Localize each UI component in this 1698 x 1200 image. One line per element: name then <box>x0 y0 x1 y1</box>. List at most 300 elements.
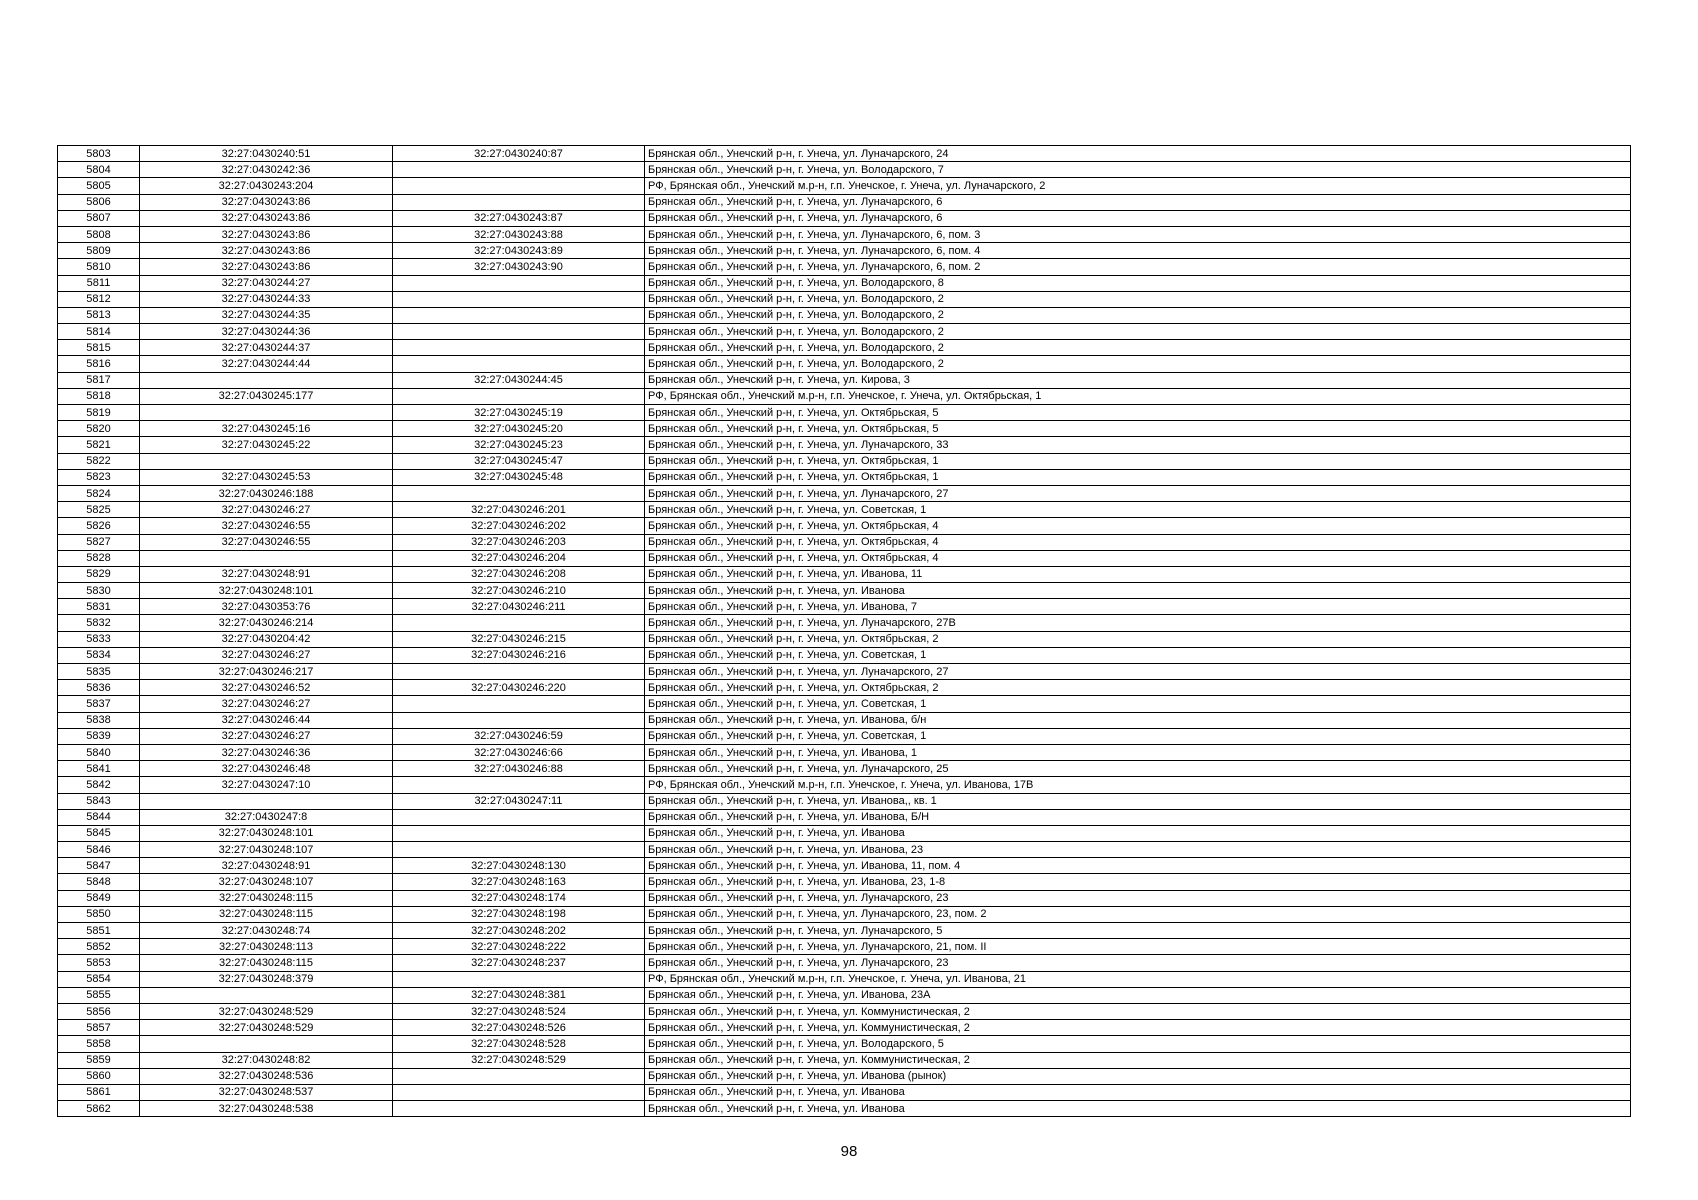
row-number-cell: 5816 <box>58 356 140 372</box>
object-number-cell: 32:27:0430246:203 <box>393 534 645 550</box>
object-number-cell: 32:27:0430246:210 <box>393 583 645 599</box>
table-row <box>58 599 1631 615</box>
table-row <box>58 923 1631 939</box>
address-cell: Брянская обл., Унечский р-н, г. Унеча, ул. Луначарского, 6 <box>645 194 1631 210</box>
row-number-cell: 5830 <box>58 583 140 599</box>
object-number-cell: 32:27:0430248:237 <box>393 955 645 971</box>
table-row <box>58 550 1631 566</box>
object-number-cell: 32:27:0430246:202 <box>393 518 645 534</box>
address-cell: Брянская обл., Унечский р-н, г. Унеча, ул. Советская, 1 <box>645 647 1631 663</box>
cadastral-number-cell <box>140 1036 393 1052</box>
object-number-cell <box>393 275 645 291</box>
address-cell: Брянская обл., Унечский р-н, г. Унеча, ул. Луначарского, 27В <box>645 615 1631 631</box>
address-cell: Брянская обл., Унечский р-н, г. Унеча, ул. Советская, 1 <box>645 696 1631 712</box>
address-cell: Брянская обл., Унечский р-н, г. Унеча, ул. Октябрьская, 1 <box>645 453 1631 469</box>
row-number-cell: 5810 <box>58 259 140 275</box>
address-cell: Брянская обл., Унечский р-н, г. Унеча, ул. Володарского, 2 <box>645 356 1631 372</box>
address-cell: Брянская обл., Унечский р-н, г. Унеча, ул. Луначарского, 23, пом. 2 <box>645 906 1631 922</box>
address-cell: Брянская обл., Унечский р-н, г. Унеча, ул. Володарского, 8 <box>645 275 1631 291</box>
row-number-cell: 5825 <box>58 502 140 518</box>
cadastral-number-cell: 32:27:0430244:36 <box>140 324 393 340</box>
cadastral-number-cell <box>140 793 393 809</box>
table-row <box>58 664 1631 680</box>
object-number-cell <box>393 162 645 178</box>
cadastral-number-cell: 32:27:0430248:115 <box>140 955 393 971</box>
table-row <box>58 405 1631 421</box>
table-row <box>58 226 1631 242</box>
address-cell: Брянская обл., Унечский р-н, г. Унеча, ул. Луначарского, 21, пом. II <box>645 939 1631 955</box>
cadastral-number-cell: 32:27:0430246:55 <box>140 534 393 550</box>
address-cell: Брянская обл., Унечский р-н, г. Унеча, ул. Октябрьская, 5 <box>645 421 1631 437</box>
cadastral-number-cell: 32:27:0430248:538 <box>140 1101 393 1117</box>
row-number-cell: 5805 <box>58 178 140 194</box>
cadastral-number-cell: 32:27:0430246:52 <box>140 680 393 696</box>
address-cell: Брянская обл., Унечский р-н, г. Унеча, ул. Иванова, 23, 1-8 <box>645 874 1631 890</box>
cadastral-number-cell: 32:27:0430248:91 <box>140 858 393 874</box>
address-cell: Брянская обл., Унечский р-н, г. Унеча, ул. Иванова, Б/Н <box>645 809 1631 825</box>
object-number-cell: 32:27:0430243:88 <box>393 226 645 242</box>
address-cell: Брянская обл., Унечский р-н, г. Унеча, ул. Октябрьская, 1 <box>645 469 1631 485</box>
object-number-cell: 32:27:0430246:220 <box>393 680 645 696</box>
table-row <box>58 243 1631 259</box>
address-cell: Брянская обл., Унечский р-н, г. Унеча, ул. Володарского, 7 <box>645 162 1631 178</box>
row-number-cell: 5823 <box>58 469 140 485</box>
table-row <box>58 210 1631 226</box>
address-cell: Брянская обл., Унечский р-н, г. Унеча, ул. Октябрьская, 5 <box>645 405 1631 421</box>
object-number-cell: 32:27:0430248:174 <box>393 890 645 906</box>
object-number-cell: 32:27:0430245:19 <box>393 405 645 421</box>
row-number-cell: 5826 <box>58 518 140 534</box>
row-number-cell: 5840 <box>58 744 140 760</box>
row-number-cell: 5827 <box>58 534 140 550</box>
table-row <box>58 696 1631 712</box>
cadastral-number-cell: 32:27:0430248:101 <box>140 583 393 599</box>
table-row <box>58 987 1631 1003</box>
address-cell: Брянская обл., Унечский р-н, г. Унеча, ул. Луначарского, 5 <box>645 923 1631 939</box>
object-number-cell <box>393 291 645 307</box>
cadastral-number-cell: 32:27:0430248:82 <box>140 1052 393 1068</box>
row-number-cell: 5861 <box>58 1084 140 1100</box>
cadastral-number-cell: 32:27:0430248:537 <box>140 1084 393 1100</box>
object-number-cell: 32:27:0430246:211 <box>393 599 645 615</box>
table-body <box>58 146 1631 1117</box>
address-cell: Брянская обл., Унечский р-н, г. Унеча, ул. Октябрьская, 2 <box>645 631 1631 647</box>
cadastral-number-cell: 32:27:0430245:22 <box>140 437 393 453</box>
table-row <box>58 906 1631 922</box>
cadastral-number-cell: 32:27:0430246:217 <box>140 664 393 680</box>
object-number-cell: 32:27:0430248:202 <box>393 923 645 939</box>
row-number-cell: 5847 <box>58 858 140 874</box>
row-number-cell: 5857 <box>58 1020 140 1036</box>
object-number-cell: 32:27:0430245:47 <box>393 453 645 469</box>
object-number-cell: 32:27:0430246:59 <box>393 728 645 744</box>
object-number-cell: 32:27:0430246:88 <box>393 761 645 777</box>
object-number-cell <box>393 194 645 210</box>
address-cell: Брянская обл., Унечский р-н, г. Унеча, ул. Луначарского, 27 <box>645 485 1631 501</box>
row-number-cell: 5818 <box>58 388 140 404</box>
address-cell: Брянская обл., Унечский р-н, г. Унеча, ул. Луначарского, 27 <box>645 664 1631 680</box>
row-number-cell: 5836 <box>58 680 140 696</box>
cadastral-number-cell: 32:27:0430246:48 <box>140 761 393 777</box>
object-number-cell <box>393 485 645 501</box>
table-row <box>58 340 1631 356</box>
row-number-cell: 5860 <box>58 1068 140 1084</box>
row-number-cell: 5862 <box>58 1101 140 1117</box>
table-row <box>58 1020 1631 1036</box>
table-row <box>58 469 1631 485</box>
address-cell: Брянская обл., Унечский р-н, г. Унеча, ул. Коммунистическая, 2 <box>645 1052 1631 1068</box>
cadastral-number-cell: 32:27:0430246:27 <box>140 728 393 744</box>
address-cell: Брянская обл., Унечский р-н, г. Унеча, ул. Октябрьская, 4 <box>645 518 1631 534</box>
cadastral-number-cell: 32:27:0430246:188 <box>140 485 393 501</box>
address-cell: Брянская обл., Унечский р-н, г. Унеча, ул. Иванова, 23А <box>645 987 1631 1003</box>
cadastral-number-cell: 32:27:0430244:44 <box>140 356 393 372</box>
cadastral-number-cell: 32:27:0430246:214 <box>140 615 393 631</box>
cadastral-number-cell: 32:27:0430244:37 <box>140 340 393 356</box>
object-number-cell <box>393 1101 645 1117</box>
address-cell: Брянская обл., Унечский р-н, г. Унеча, ул. Иванова,, кв. 1 <box>645 793 1631 809</box>
object-number-cell <box>393 664 645 680</box>
object-number-cell: 32:27:0430246:215 <box>393 631 645 647</box>
address-cell: Брянская обл., Унечский р-н, г. Унеча, ул. Иванова <box>645 583 1631 599</box>
object-number-cell: 32:27:0430246:204 <box>393 550 645 566</box>
row-number-cell: 5813 <box>58 307 140 323</box>
cadastral-number-cell: 32:27:0430248:536 <box>140 1068 393 1084</box>
object-number-cell: 32:27:0430243:89 <box>393 243 645 259</box>
address-cell: Брянская обл., Унечский р-н, г. Унеча, ул. Иванова, 23 <box>645 842 1631 858</box>
cadastral-number-cell: 32:27:0430245:16 <box>140 421 393 437</box>
cadastral-number-cell: 32:27:0430244:35 <box>140 307 393 323</box>
address-cell: Брянская обл., Унечский р-н, г. Унеча, ул. Луначарского, 24 <box>645 146 1631 162</box>
address-cell: Брянская обл., Унечский р-н, г. Унеча, ул. Иванова, 11, пом. 4 <box>645 858 1631 874</box>
row-number-cell: 5812 <box>58 291 140 307</box>
row-number-cell: 5842 <box>58 777 140 793</box>
object-number-cell <box>393 356 645 372</box>
object-number-cell: 32:27:0430243:90 <box>393 259 645 275</box>
object-number-cell <box>393 340 645 356</box>
table-row <box>58 777 1631 793</box>
table-row <box>58 1101 1631 1117</box>
table-row <box>58 1052 1631 1068</box>
object-number-cell: 32:27:0430240:87 <box>393 146 645 162</box>
cadastral-number-cell: 32:27:0430204:42 <box>140 631 393 647</box>
row-number-cell: 5831 <box>58 599 140 615</box>
page-number: 98 <box>840 1143 858 1160</box>
address-cell: Брянская обл., Унечский р-н, г. Унеча, ул. Луначарского, 6, пом. 4 <box>645 243 1631 259</box>
row-number-cell: 5819 <box>58 405 140 421</box>
object-number-cell: 32:27:0430248:198 <box>393 906 645 922</box>
object-number-cell: 32:27:0430246:66 <box>393 744 645 760</box>
cadastral-number-cell: 32:27:0430248:74 <box>140 923 393 939</box>
address-cell: Брянская обл., Унечский р-н, г. Унеча, ул. Луначарского, 23 <box>645 955 1631 971</box>
row-number-cell: 5828 <box>58 550 140 566</box>
object-number-cell <box>393 777 645 793</box>
object-number-cell: 32:27:0430246:216 <box>393 647 645 663</box>
cadastral-number-cell <box>140 987 393 1003</box>
address-cell: Брянская обл., Унечский р-н, г. Унеча, ул. Иванова, 11 <box>645 566 1631 582</box>
address-cell: Брянская обл., Унечский р-н, г. Унеча, ул. Луначарского, 6, пом. 2 <box>645 259 1631 275</box>
object-number-cell: 32:27:0430244:45 <box>393 372 645 388</box>
table-row <box>58 793 1631 809</box>
object-number-cell: 32:27:0430246:201 <box>393 502 645 518</box>
object-number-cell: 32:27:0430248:163 <box>393 874 645 890</box>
table-row <box>58 615 1631 631</box>
object-number-cell: 32:27:0430248:524 <box>393 1003 645 1019</box>
object-number-cell <box>393 971 645 987</box>
row-number-cell: 5803 <box>58 146 140 162</box>
address-cell: Брянская обл., Унечский р-н, г. Унеча, ул. Октябрьская, 2 <box>645 680 1631 696</box>
address-cell: Брянская обл., Унечский р-н, г. Унеча, ул. Иванова (рынок) <box>645 1068 1631 1084</box>
cadastral-number-cell: 32:27:0430246:55 <box>140 518 393 534</box>
table-row <box>58 858 1631 874</box>
cadastral-number-cell: 32:27:0430244:27 <box>140 275 393 291</box>
row-number-cell: 5815 <box>58 340 140 356</box>
address-cell: Брянская обл., Унечский р-н, г. Унеча, ул. Октябрьская, 4 <box>645 534 1631 550</box>
table-row <box>58 1036 1631 1052</box>
table-row <box>58 939 1631 955</box>
address-cell: Брянская обл., Унечский р-н, г. Унеча, ул. Коммунистическая, 2 <box>645 1020 1631 1036</box>
cadastral-number-cell: 32:27:0430248:107 <box>140 842 393 858</box>
object-number-cell <box>393 809 645 825</box>
cadastral-number-cell <box>140 405 393 421</box>
object-number-cell: 32:27:0430248:381 <box>393 987 645 1003</box>
row-number-cell: 5820 <box>58 421 140 437</box>
cadastral-number-cell: 32:27:0430248:91 <box>140 566 393 582</box>
cadastral-number-cell: 32:27:0430248:115 <box>140 890 393 906</box>
table-row <box>58 1084 1631 1100</box>
row-number-cell: 5833 <box>58 631 140 647</box>
object-number-cell: 32:27:0430245:23 <box>393 437 645 453</box>
table-row <box>58 178 1631 194</box>
row-number-cell: 5835 <box>58 664 140 680</box>
address-cell: Брянская обл., Унечский р-н, г. Унеча, ул. Луначарского, 6, пом. 3 <box>645 226 1631 242</box>
address-cell: Брянская обл., Унечский р-н, г. Унеча, ул. Иванова <box>645 1084 1631 1100</box>
cadastral-number-cell: 32:27:0430242:36 <box>140 162 393 178</box>
row-number-cell: 5848 <box>58 874 140 890</box>
address-cell: РФ, Брянская обл., Унечский м.р-н, г.п. Унечское, г. Унеча, ул. Иванова, 17В <box>645 777 1631 793</box>
table-row <box>58 842 1631 858</box>
table-row <box>58 583 1631 599</box>
table-row <box>58 259 1631 275</box>
table-row <box>58 324 1631 340</box>
object-number-cell <box>393 825 645 841</box>
object-number-cell <box>393 712 645 728</box>
table-row <box>58 874 1631 890</box>
cadastral-number-cell: 32:27:0430248:113 <box>140 939 393 955</box>
table-row <box>58 680 1631 696</box>
object-number-cell <box>393 696 645 712</box>
row-number-cell: 5853 <box>58 955 140 971</box>
cadastral-number-cell: 32:27:0430243:86 <box>140 226 393 242</box>
row-number-cell: 5817 <box>58 372 140 388</box>
row-number-cell: 5850 <box>58 906 140 922</box>
object-number-cell: 32:27:0430246:208 <box>393 566 645 582</box>
address-cell: Брянская обл., Унечский р-н, г. Унеча, ул. Советская, 1 <box>645 728 1631 744</box>
table-row <box>58 437 1631 453</box>
address-cell: Брянская обл., Унечский р-н, г. Унеча, ул. Иванова, 7 <box>645 599 1631 615</box>
table-row <box>58 518 1631 534</box>
address-cell: Брянская обл., Унечский р-н, г. Унеча, ул. Иванова <box>645 825 1631 841</box>
row-number-cell: 5807 <box>58 210 140 226</box>
row-number-cell: 5843 <box>58 793 140 809</box>
table-row <box>58 647 1631 663</box>
address-cell: Брянская обл., Унечский р-н, г. Унеча, ул. Советская, 1 <box>645 502 1631 518</box>
cadastral-number-cell: 32:27:0430248:115 <box>140 906 393 922</box>
object-number-cell: 32:27:0430243:87 <box>393 210 645 226</box>
address-cell: Брянская обл., Унечский р-н, г. Унеча, ул. Луначарского, 25 <box>645 761 1631 777</box>
cadastral-number-cell <box>140 550 393 566</box>
row-number-cell: 5838 <box>58 712 140 728</box>
object-number-cell: 32:27:0430248:222 <box>393 939 645 955</box>
table-row <box>58 971 1631 987</box>
table-row <box>58 502 1631 518</box>
cadastral-number-cell: 32:27:0430243:86 <box>140 259 393 275</box>
row-number-cell: 5856 <box>58 1003 140 1019</box>
table-row <box>58 1068 1631 1084</box>
row-number-cell: 5841 <box>58 761 140 777</box>
table-row <box>58 485 1631 501</box>
table-row <box>58 744 1631 760</box>
address-cell: РФ, Брянская обл., Унечский м.р-н, г.п. Унечское, г. Унеча, ул. Иванова, 21 <box>645 971 1631 987</box>
object-number-cell: 32:27:0430248:528 <box>393 1036 645 1052</box>
object-number-cell: 32:27:0430245:48 <box>393 469 645 485</box>
object-number-cell <box>393 615 645 631</box>
row-number-cell: 5854 <box>58 971 140 987</box>
object-number-cell <box>393 324 645 340</box>
table-row <box>58 291 1631 307</box>
row-number-cell: 5846 <box>58 842 140 858</box>
table-row <box>58 194 1631 210</box>
table-row <box>58 534 1631 550</box>
address-cell: Брянская обл., Унечский р-н, г. Унеча, ул. Луначарского, 33 <box>645 437 1631 453</box>
address-cell: Брянская обл., Унечский р-н, г. Унеча, ул. Володарского, 2 <box>645 340 1631 356</box>
cadastral-number-cell: 32:27:0430353:76 <box>140 599 393 615</box>
row-number-cell: 5852 <box>58 939 140 955</box>
row-number-cell: 5834 <box>58 647 140 663</box>
address-cell: Брянская обл., Унечский р-н, г. Унеча, ул. Луначарского, 6 <box>645 210 1631 226</box>
row-number-cell: 5821 <box>58 437 140 453</box>
object-number-cell <box>393 178 645 194</box>
row-number-cell: 5858 <box>58 1036 140 1052</box>
row-number-cell: 5829 <box>58 566 140 582</box>
cadastral-number-cell: 32:27:0430248:379 <box>140 971 393 987</box>
table-row <box>58 162 1631 178</box>
cadastral-number-cell <box>140 453 393 469</box>
row-number-cell: 5855 <box>58 987 140 1003</box>
row-number-cell: 5822 <box>58 453 140 469</box>
row-number-cell: 5859 <box>58 1052 140 1068</box>
table-row <box>58 890 1631 906</box>
cadastral-number-cell: 32:27:0430240:51 <box>140 146 393 162</box>
row-number-cell: 5844 <box>58 809 140 825</box>
object-number-cell <box>393 842 645 858</box>
address-cell: РФ, Брянская обл., Унечский м.р-н, г.п. Унечское, г. Унеча, ул. Октябрьская, 1 <box>645 388 1631 404</box>
cadastral-number-cell: 32:27:0430246:27 <box>140 647 393 663</box>
table-row <box>58 1003 1631 1019</box>
table-row <box>58 712 1631 728</box>
row-number-cell: 5839 <box>58 728 140 744</box>
address-cell: Брянская обл., Унечский р-н, г. Унеча, ул. Иванова <box>645 1101 1631 1117</box>
table-row <box>58 307 1631 323</box>
cadastral-table <box>57 145 1631 1117</box>
cadastral-number-cell: 32:27:0430248:101 <box>140 825 393 841</box>
object-number-cell <box>393 1084 645 1100</box>
address-cell: Брянская обл., Унечский р-н, г. Унеча, ул. Иванова, 1 <box>645 744 1631 760</box>
table-row <box>58 631 1631 647</box>
table-row <box>58 825 1631 841</box>
address-cell: Брянская обл., Унечский р-н, г. Унеча, ул. Володарского, 5 <box>645 1036 1631 1052</box>
table-row <box>58 388 1631 404</box>
address-cell: Брянская обл., Унечский р-н, г. Унеча, ул. Володарского, 2 <box>645 324 1631 340</box>
row-number-cell: 5837 <box>58 696 140 712</box>
cadastral-number-cell: 32:27:0430247:10 <box>140 777 393 793</box>
cadastral-number-cell: 32:27:0430247:8 <box>140 809 393 825</box>
cadastral-number-cell: 32:27:0430246:44 <box>140 712 393 728</box>
cadastral-number-cell: 32:27:0430243:86 <box>140 194 393 210</box>
row-number-cell: 5845 <box>58 825 140 841</box>
object-number-cell: 32:27:0430245:20 <box>393 421 645 437</box>
object-number-cell: 32:27:0430248:529 <box>393 1052 645 1068</box>
table-row <box>58 761 1631 777</box>
object-number-cell: 32:27:0430247:11 <box>393 793 645 809</box>
row-number-cell: 5804 <box>58 162 140 178</box>
row-number-cell: 5832 <box>58 615 140 631</box>
row-number-cell: 5808 <box>58 226 140 242</box>
table-row <box>58 809 1631 825</box>
cadastral-number-cell <box>140 372 393 388</box>
cadastral-number-cell: 32:27:0430243:86 <box>140 210 393 226</box>
row-number-cell: 5851 <box>58 923 140 939</box>
cadastral-number-cell: 32:27:0430248:529 <box>140 1020 393 1036</box>
cadastral-number-cell: 32:27:0430243:204 <box>140 178 393 194</box>
cadastral-number-cell: 32:27:0430248:107 <box>140 874 393 890</box>
cadastral-number-cell: 32:27:0430246:27 <box>140 502 393 518</box>
table-row <box>58 566 1631 582</box>
table-row <box>58 372 1631 388</box>
row-number-cell: 5824 <box>58 485 140 501</box>
object-number-cell: 32:27:0430248:526 <box>393 1020 645 1036</box>
cadastral-number-cell: 32:27:0430248:529 <box>140 1003 393 1019</box>
address-cell: Брянская обл., Унечский р-н, г. Унеча, ул. Октябрьская, 4 <box>645 550 1631 566</box>
row-number-cell: 5811 <box>58 275 140 291</box>
table-row <box>58 146 1631 162</box>
address-cell: Брянская обл., Унечский р-н, г. Унеча, ул. Коммунистическая, 2 <box>645 1003 1631 1019</box>
table-row <box>58 728 1631 744</box>
address-cell: Брянская обл., Унечский р-н, г. Унеча, ул. Кирова, 3 <box>645 372 1631 388</box>
object-number-cell <box>393 1068 645 1084</box>
cadastral-number-cell: 32:27:0430243:86 <box>140 243 393 259</box>
address-cell: РФ, Брянская обл., Унечский м.р-н, г.п. Унечское, г. Унеча, ул. Луначарского, 2 <box>645 178 1631 194</box>
object-number-cell: 32:27:0430248:130 <box>393 858 645 874</box>
table-row <box>58 955 1631 971</box>
row-number-cell: 5806 <box>58 194 140 210</box>
object-number-cell <box>393 388 645 404</box>
table-row <box>58 453 1631 469</box>
row-number-cell: 5814 <box>58 324 140 340</box>
cadastral-number-cell: 32:27:0430245:53 <box>140 469 393 485</box>
table-row <box>58 421 1631 437</box>
object-number-cell <box>393 307 645 323</box>
cadastral-number-cell: 32:27:0430246:27 <box>140 696 393 712</box>
address-cell: Брянская обл., Унечский р-н, г. Унеча, ул. Володарского, 2 <box>645 291 1631 307</box>
row-number-cell: 5809 <box>58 243 140 259</box>
table-row <box>58 356 1631 372</box>
address-cell: Брянская обл., Унечский р-н, г. Унеча, ул. Володарского, 2 <box>645 307 1631 323</box>
cadastral-number-cell: 32:27:0430246:36 <box>140 744 393 760</box>
cadastral-number-cell: 32:27:0430245:177 <box>140 388 393 404</box>
cadastral-number-cell: 32:27:0430244:33 <box>140 291 393 307</box>
address-cell: Брянская обл., Унечский р-н, г. Унеча, ул. Луначарского, 23 <box>645 890 1631 906</box>
